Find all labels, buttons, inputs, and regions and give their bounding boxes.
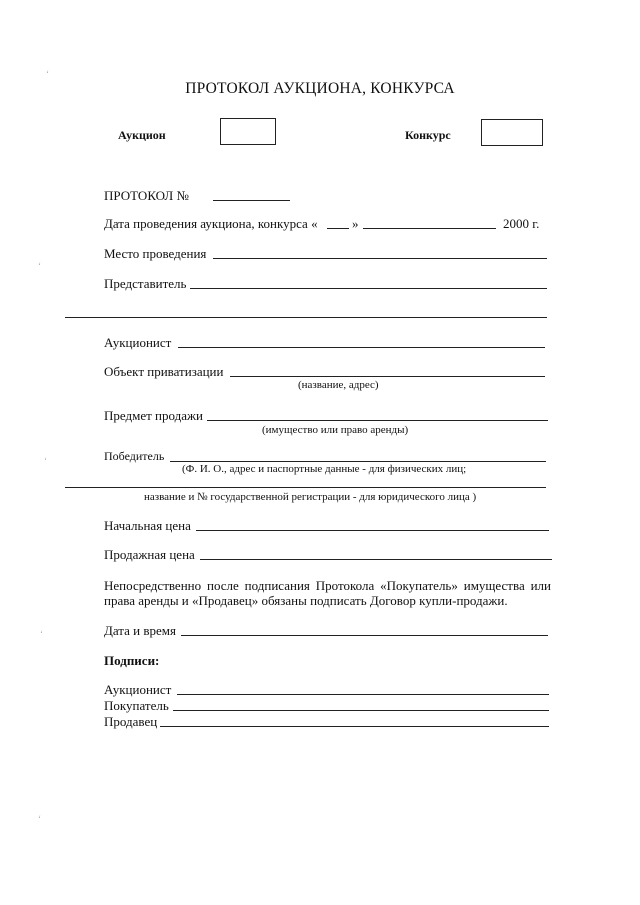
contest-checkbox[interactable] (481, 119, 543, 146)
date-month-field[interactable] (363, 228, 496, 229)
signature-seller-field[interactable] (160, 726, 549, 727)
datetime-label: Дата и время (104, 623, 176, 638)
page-title: ПРОТОКОЛ АУКЦИОНА, КОНКУРСА (185, 80, 455, 97)
auction-label: Аукцион (118, 128, 166, 142)
signature-seller-label: Продавец (104, 714, 158, 729)
scan-speck: ʻ (40, 629, 43, 639)
sale-price-label: Продажная цена (104, 547, 195, 562)
sale-price-field[interactable] (200, 559, 552, 560)
sale-subject-hint: (имущество или право аренды) (262, 424, 409, 436)
signing-notice-line: права аренды и «Продавец» обязаны подписать Договор купли-продажи. (104, 593, 508, 608)
representative-field[interactable] (190, 288, 547, 289)
protocol-number-label: ПРОТОКОЛ № (104, 188, 189, 203)
signature-auctioneer-field[interactable] (177, 694, 549, 695)
winner-field-continuation[interactable] (65, 487, 546, 488)
datetime-field[interactable] (181, 635, 548, 636)
winner-hint-legal: название и № государственной регистрации - для юридического лица ) (144, 491, 477, 503)
start-price-label: Начальная цена (104, 518, 191, 533)
auctioneer-label: Аукционист (104, 335, 172, 350)
scan-speck: ʻ (38, 814, 41, 824)
protocol-number-field[interactable] (213, 200, 290, 201)
representative-field-continuation[interactable] (65, 317, 547, 318)
signature-buyer-label: Покупатель (104, 698, 169, 713)
privatization-object-field[interactable] (230, 376, 545, 377)
date-quote-close: » (352, 216, 359, 231)
start-price-field[interactable] (196, 530, 549, 531)
auctioneer-field[interactable] (178, 347, 545, 348)
signatures-heading: Подписи: (104, 653, 160, 668)
scan-speck: ʻ (46, 69, 49, 79)
signing-notice (104, 578, 551, 608)
privatization-object-label: Объект приватизации (104, 364, 224, 379)
signature-buyer-field[interactable] (173, 710, 549, 711)
place-field[interactable] (213, 258, 547, 259)
signing-notice-line: Непосредственно после подписания Протокола «Покупатель» имущества или (104, 578, 551, 593)
sale-subject-label: Предмет продажи (104, 408, 203, 423)
privatization-object-hint: (название, адрес) (298, 379, 379, 391)
winner-label: Победитель (104, 449, 165, 463)
scan-speck: ʻ (38, 261, 41, 271)
date-label: Дата проведения аукциона, конкурса « (104, 216, 318, 231)
signature-auctioneer-label: Аукционист (104, 682, 172, 697)
winner-field[interactable] (170, 461, 546, 462)
sale-subject-field[interactable] (207, 420, 548, 421)
contest-label: Конкурс (405, 128, 451, 142)
date-day-field[interactable] (327, 228, 349, 229)
winner-hint-individual: (Ф. И. О., адрес и паспортные данные - для физических лиц; (182, 463, 467, 475)
representative-label: Представитель (104, 276, 187, 291)
auction-checkbox[interactable] (220, 118, 276, 145)
date-year-text: 2000 г. (503, 216, 540, 231)
scan-speck: ʻ (44, 456, 47, 466)
place-label: Место проведения (104, 246, 207, 261)
